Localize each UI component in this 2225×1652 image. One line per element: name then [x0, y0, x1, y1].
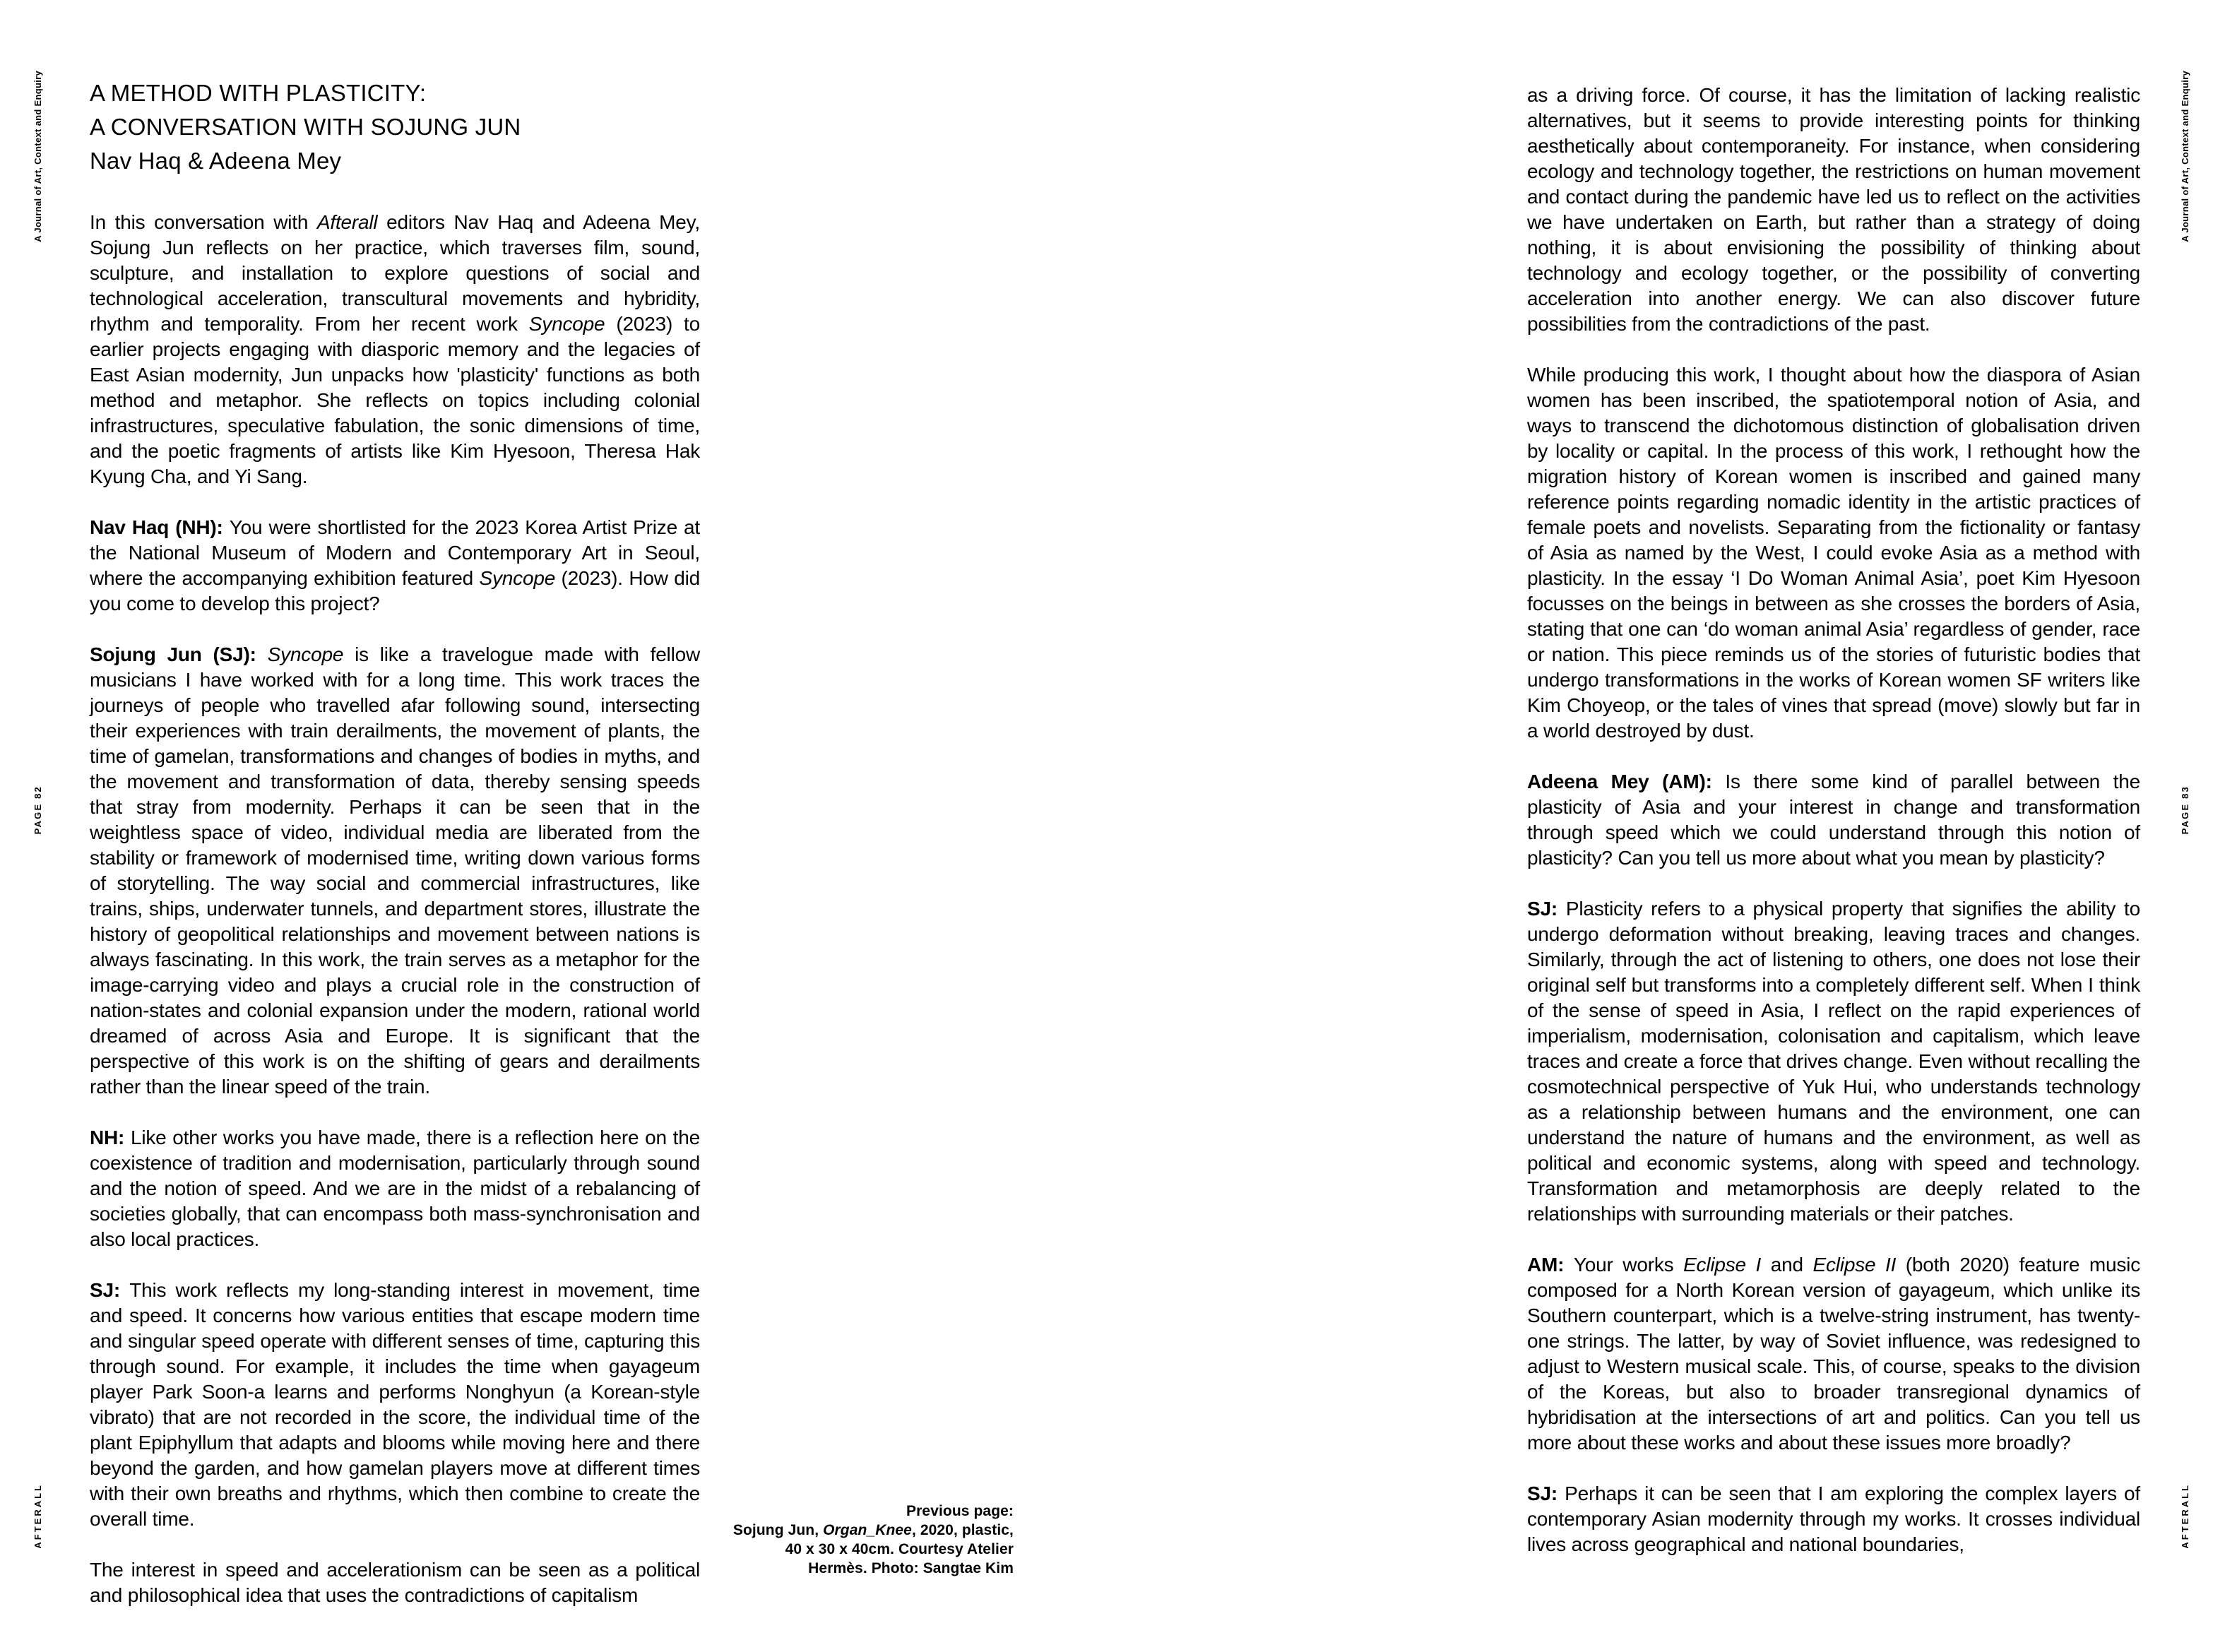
text-segment: The interest in speed and accelerationism can be seen as a political and philosophical idea that uses the contradictions of capitalism — [90, 1559, 700, 1606]
caption-line — [590, 1559, 1014, 1578]
text-segment: Eclipse I — [1683, 1254, 1762, 1276]
text-segment: Eclipse II — [1812, 1254, 1897, 1276]
left-margin-page-number: PAGE 82 — [32, 785, 43, 835]
text-segment: (2023) to earlier projects engaging with diasporic memory and the legacies of East Asian modernity, Jun unpacks how 'plasticity' functions as both method and metaphor. She reflects on topics including colonial infrastructures, speculative fabulation, the sonic dimensions of time, and the poetic fragments of artists like Kim Hyesoon, Theresa Hak Kyung Cha, and Yi Sang. — [90, 313, 700, 487]
article-title-line-2: A CONVERSATION WITH SOJUNG JUN — [90, 114, 521, 140]
paragraph — [90, 210, 700, 489]
text-segment: This work reflects my long-standing interest in movement, time and speed. It concerns how various entities that escape modern time and singular speed operate with different senses of time, capturing this through sound. For example, it includes the time when gayageum player Park Soon-a learns and performs Nonghyun (a Korean-style vibrato) that are not recorded in the score, the individual time of the plant Epiphyllum that adapts and blooms while moving here and there beyond the garden, and how gamelan players move at different times with their own breaths and rhythms, which then combine to create the overall time. — [90, 1279, 700, 1530]
text-segment: SJ: — [90, 1279, 130, 1301]
text-segment: Like other works you have made, there is a reflection here on the coexistence of tradition and modernisation, particularly through sound and the notion of speed. And we are in the midst of a rebalancing of societies globally, that can encompass both mass-synchronisation and also local practices. — [90, 1127, 700, 1250]
paragraph — [1527, 1481, 2140, 1557]
paragraph — [90, 515, 700, 617]
text-segment: (2023). How did you come to develop this project? — [90, 567, 700, 614]
paragraph — [90, 1278, 700, 1532]
text-segment: Your works — [1573, 1254, 1684, 1276]
text-segment: Plasticity refers to a physical property that signifies the ability to undergo deformation without breaking, leaving traces and changes. Similarly, through the act of listening to others, one does not lose their original self but transforms into a completely different self. When I think of the sense of speed in Asia, I reflect on the rapid experiences of imperialism, modernisation, colonisation and capitalism, which leave traces and create a force that drives change. Even without recalling the cosmotechnical perspective of Yuk Hui, who understands technology as a relationship between humans and the environment, one can understand the nature of humans and the environment, as well as political and economic systems, along with speed and technology. Transformation and metamorphosis are deeply related to the relationships with surrounding materials or their patches. — [1527, 898, 2140, 1225]
text-segment: and — [1761, 1254, 1813, 1276]
text-segment: In this conversation with — [90, 211, 317, 233]
paragraph — [90, 642, 700, 1100]
paragraph — [1527, 896, 2140, 1227]
right-text-column — [1527, 83, 2140, 1557]
text-segment: Hermès. Photo: Sangtae Kim — [808, 1560, 1014, 1576]
text-segment: as a driving force. Of course, it has the limitation of lacking realistic alternatives, but it seems to provide interesting points for thinking aesthetically about contemporaneity. For instance, when considering ecology and technology together, the restrictions on human movement and contact during the pandemic have led us to reflect on the activities we have undertaken on Earth, but rather than a strategy of doing nothing, it is about envisioning the possibility of thinking about technology and ecology together, or the possibility of converting acceleration into another energy. We can also discover future possibilities from the contradictions of the past. — [1527, 84, 2140, 335]
paragraph — [1527, 1252, 2140, 1456]
paragraph — [1527, 362, 2140, 744]
text-segment: Syncope — [479, 567, 556, 589]
text-segment: AM: — [1527, 1254, 1574, 1276]
text-segment: Is there some kind of parallel between the plasticity of Asia and your interest in change and transformation through speed which we could understand through this notion of plasticity? Can you tell us more about what you mean by plasticity? — [1527, 771, 2140, 869]
caption-line — [590, 1540, 1014, 1559]
image-caption — [590, 1502, 1014, 1578]
text-segment: editors Nav Haq and Adeena Mey, Sojung Jun reflects on her practice, which traverses film, sound, sculpture, and installation to explore questions of social and technological acceleration, transcultural movements and hybridity, rhythm and temporality. From her recent work — [90, 211, 700, 335]
right-margin-journal-title: A Journal of Art, Context and Enquiry — [2180, 71, 2190, 242]
text-segment: Adeena Mey (AM): — [1527, 771, 1726, 792]
left-margin-journal-title: A Journal of Art, Context and Enquiry — [32, 71, 43, 242]
text-segment: Nav Haq (NH): — [90, 516, 230, 538]
left-text-column — [90, 210, 700, 1608]
text-segment: NH: — [90, 1127, 131, 1148]
text-segment: Sojung Jun (SJ): — [90, 643, 268, 665]
text-segment: Organ_Knee — [823, 1522, 912, 1538]
article-byline: Nav Haq & Adeena Mey — [90, 148, 342, 174]
right-margin-page-number: PAGE 83 — [2180, 785, 2190, 835]
text-segment: 40 x 30 x 40cm. Courtesy Atelier — [785, 1541, 1014, 1557]
caption-line — [590, 1521, 1014, 1540]
text-segment: Previous page: — [906, 1503, 1014, 1519]
caption-line — [590, 1502, 1014, 1521]
left-margin-brand: AFTERALL — [32, 1483, 43, 1549]
article-title-block — [90, 76, 725, 178]
paragraph — [90, 1125, 700, 1252]
text-segment: (both 2020) feature music composed for a North Korean version of gayageum, which unlike its Southern counterpart, which is a twelve-string instrument, has twenty-one strings. The latter, by way of Soviet influence, was redesigned to adjust to Western musical scale. This, of course, speaks to the division of the Koreas, but also to broader transregional dynamics of hybridisation at the intersections of art and politics. Can you tell us more about these works and about these issues more broadly? — [1527, 1254, 2140, 1454]
text-segment: Afterall — [316, 211, 378, 233]
text-segment: Sojung Jun, — [732, 1522, 824, 1538]
text-segment: Perhaps it can be seen that I am exploring the complex layers of contemporary Asian modernity through my works. It crosses individual lives across geographical and national boundaries, — [1527, 1482, 2140, 1555]
text-segment: Syncope — [528, 313, 605, 335]
text-segment: , 2020, plastic, — [911, 1522, 1014, 1538]
text-segment: SJ: — [1527, 1482, 1565, 1504]
right-margin-brand: AFTERALL — [2180, 1483, 2190, 1549]
text-segment: Syncope — [267, 643, 344, 665]
text-segment: is like a travelogue made with fellow musicians I have worked with for a long time. This work traces the journeys of people who travelled afar following sound, intersecting their experiences with train derailments, the movement of plants, the time of gamelan, transformations and changes of bodies in myths, and the movement and transformation of data, thereby sensing speeds that stray from modernity. Perhaps it can be seen that in the weightless space of video, individual media are liberated from the stability or framework of modernised time, writing down various forms of storytelling. The way social and commercial infrastructures, like trains, ships, underwater tunnels, and department stores, illustrate the history of geopolitical relationships and movement between nations is always fascinating. In this work, the train serves as a metaphor for the image-carrying video and plays a crucial role in the construction of nation-states and colonial expansion under the modern, rational world dreamed of across Asia and Europe. It is significant that the perspective of this work is on the shifting of gears and derailments rather than the linear speed of the train. — [90, 643, 700, 1098]
article-title-line-1: A METHOD WITH PLASTICITY: — [90, 80, 427, 106]
paragraph — [1527, 83, 2140, 337]
text-segment: While producing this work, I thought about how the diaspora of Asian women has been inscribed, the spatiotemporal notion of Asia, and ways to transcend the dichotomous distinction of globalisation driven by locality or capital. In the process of this work, I rethought how the migration history of Korean women is inscribed and gained many reference points regarding nomadic identity in the artistic practices of female poets and novelists. Separating from the fictionality or fantasy of Asia as named by the West, I could evoke Asia as a method with plasticity. In the essay ‘I Do Woman Animal Asia’, poet Kim Hyesoon focusses on the beings in between as she crosses the borders of Asia, stating that one can ‘do woman animal Asia’ regardless of gender, race or nation. This piece reminds us of the stories of futuristic bodies that undergo transformations in the works of Korean women SF writers like Kim Choyeop, or the tales of vines that spread (move) slowly but far in a world destroyed by dust. — [1527, 364, 2140, 742]
paragraph — [1527, 769, 2140, 871]
text-segment: You were shortlisted for the 2023 Korea Artist Prize at the National Museum of Modern and Contemporary Art in Seoul, where the accompanying exhibition featured — [90, 516, 700, 589]
text-segment: SJ: — [1527, 898, 1566, 920]
